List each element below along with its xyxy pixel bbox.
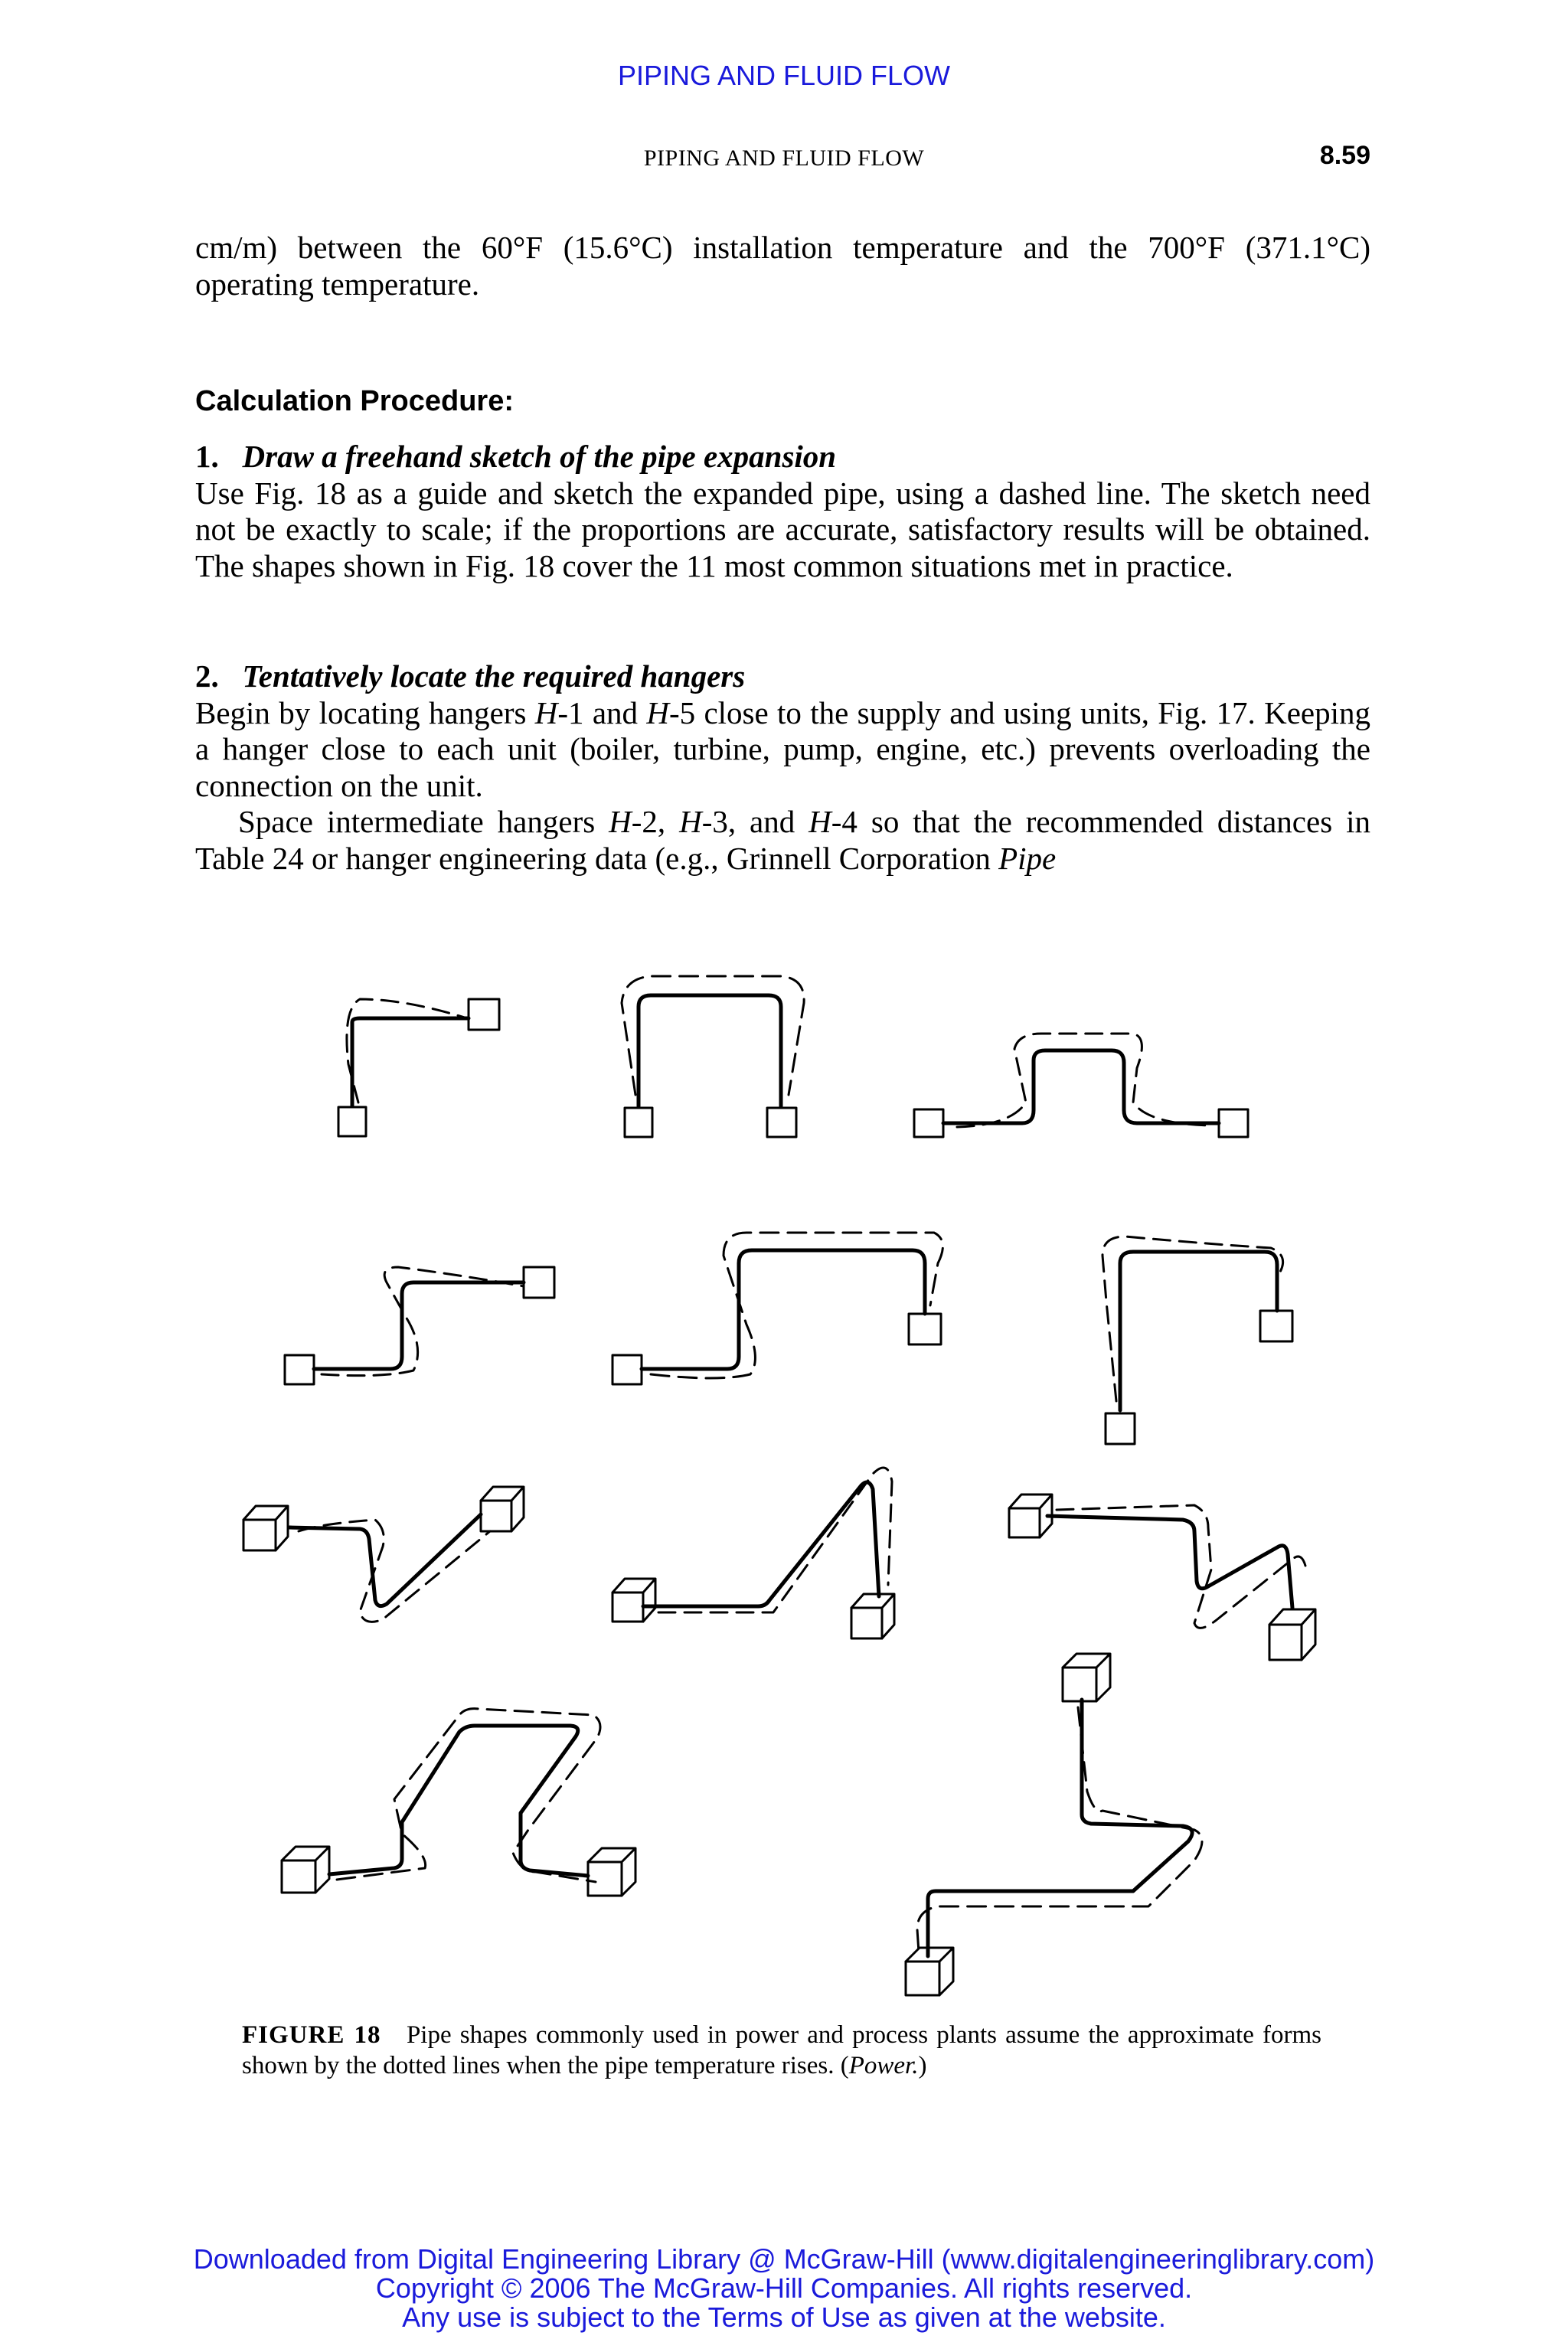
figure-caption-text: Pipe shapes commonly used in power and process plants assume the approximate forms shown by the dotted lines when the pipe temperature rises. (: [242, 2021, 1321, 2079]
pipe-shape-3: [914, 1034, 1248, 1137]
figure-source: Power.: [848, 2052, 919, 2079]
footer-download-link[interactable]: Downloaded from Digital Engineering Library @ McGraw-Hill (www.digitalengineeringlibrary.com): [193, 2243, 1375, 2275]
figure-caption: [242, 2020, 1321, 2081]
cube-8a: [612, 1579, 655, 1622]
footer-terms[interactable]: Any use is subject to the Terms of Use as given at the website.: [402, 2301, 1166, 2333]
step-1-number: 1.: [195, 439, 219, 474]
pipe-shape-8: [612, 1468, 894, 1638]
cube-7a: [243, 1506, 288, 1550]
step-2-para-2: Space intermediate hangers H-2, H-3, and H-4 so that the recommended distances in Table 24 or hanger engineering data (e.g., Grinnell Corporation Pipe: [195, 804, 1370, 876]
step-2-number: 2.: [195, 658, 219, 694]
figure-label: FIGURE 18: [242, 2021, 381, 2049]
pipe-shape-9: [1009, 1494, 1315, 1660]
step-2-para-1: Begin by locating hangers H-1 and H-5 close to the supply and using units, Fig. 17. Keeping a hanger close to each unit (boiler, turbine, pump, engine, etc.) prevents overloading the connection on the unit.: [195, 694, 1370, 803]
running-head: PIPING AND FLUID FLOW: [643, 145, 925, 171]
pipe-shape-4: [285, 1267, 554, 1384]
pipe-shape-7: [243, 1487, 524, 1622]
pipe-shape-1: [338, 999, 499, 1136]
step-1-text: Use Fig. 18 as a guide and sketch the expanded pipe, using a dashed line. The sketch need not be exactly to scale; if the proportions are accurate, satisfactory results will be obtained. The shapes shown in Fig. 18 cover the 11 most common situations met in practice.: [195, 475, 1370, 583]
cube-10b: [588, 1848, 635, 1896]
section-heading: Calculation Procedure:: [195, 385, 514, 417]
pipe-shape-11: [906, 1654, 1202, 1995]
pipe-shape-6: [1102, 1236, 1292, 1444]
cube-8b: [851, 1594, 894, 1638]
step-2-title: Tentatively locate the required hangers: [242, 658, 746, 694]
cube-11a: [1063, 1654, 1110, 1701]
footer-copyright: Copyright © 2006 The McGraw-Hill Companies. All rights reserved.: [375, 2272, 1193, 2304]
page-number: 8.59: [1319, 141, 1370, 170]
cube-10a: [282, 1847, 329, 1893]
intro-text: cm/m) between the 60°F (15.6°C) installation temperature and the 700°F (371.1°C) operating temperature.: [195, 230, 1370, 302]
pipe-shape-2: [622, 976, 804, 1137]
cube-7b: [481, 1487, 524, 1531]
figure-caption-end: ): [918, 2052, 927, 2079]
top-link[interactable]: PIPING AND FLUID FLOW: [617, 60, 951, 91]
cube-9b: [1269, 1609, 1315, 1660]
pipe-shape-5: [612, 1233, 942, 1384]
pipe-shape-10: [282, 1709, 635, 1896]
step-1-title: Draw a freehand sketch of the pipe expansion: [242, 439, 837, 474]
